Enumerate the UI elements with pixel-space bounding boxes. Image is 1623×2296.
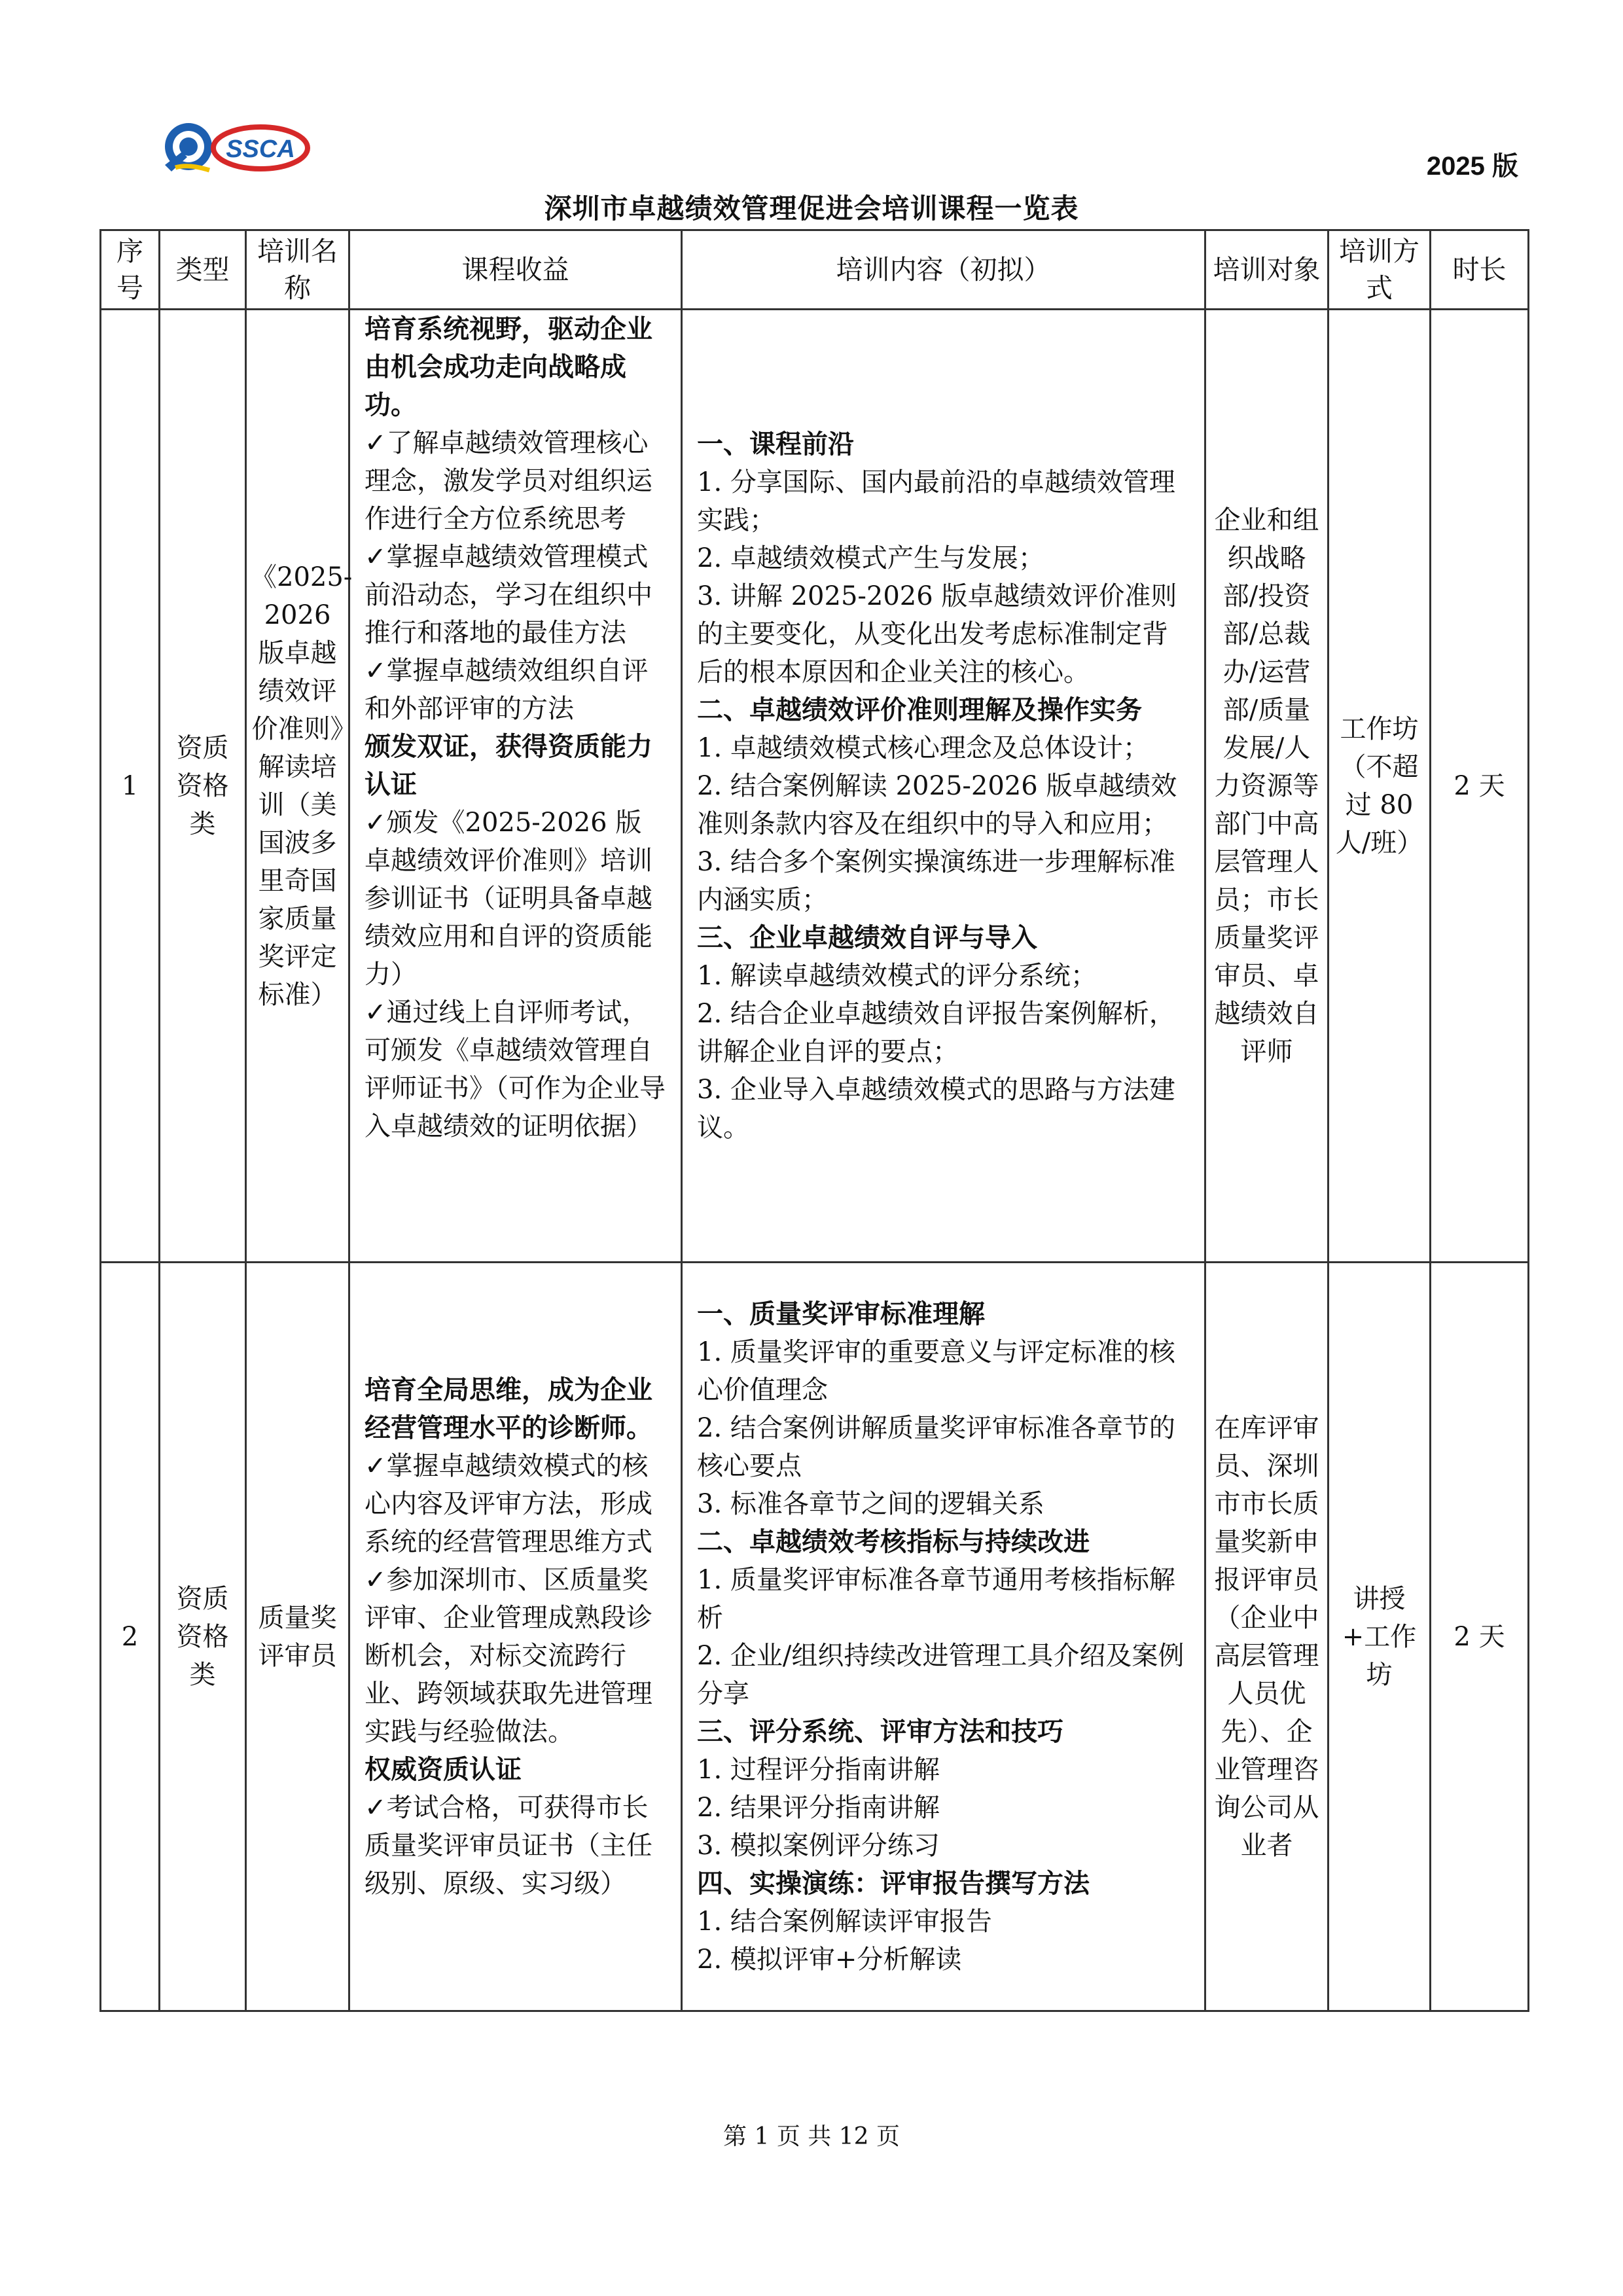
- row-duration: 2 天: [1431, 310, 1529, 1263]
- table-row: [101, 1263, 1529, 2011]
- content-item: 1. 过程评分指南讲解: [697, 1754, 940, 1785]
- row-target: 企业和组织战略部/投资部/总裁办/运营部/质量发展/人力资源等部门中高层管理人员；市长质量奖评审员、卓越绩效自评师: [1205, 310, 1329, 1263]
- benefit-item: ✓ 颁发《2025-2026 版卓越绩效评价准则》培训参训证书（证明具备卓越绩效应用和自评的资质能力）: [365, 804, 666, 994]
- benefit-item: ✓ 掌握卓越绩效管理模式前沿动态，学习在组织中推行和落地的最佳方法: [365, 538, 666, 652]
- ssca-logo: [156, 118, 313, 178]
- benefit-item: 权威资质认证: [365, 1754, 522, 1785]
- row-no: 1: [101, 310, 160, 1263]
- row-benefits: [349, 310, 682, 1263]
- content-item: 3. 模拟案例评分练习: [697, 1830, 940, 1861]
- content-item: 3. 结合多个案例实操演练进一步理解标准内涵实质；: [697, 846, 1175, 915]
- header-method: 培训方式: [1329, 230, 1431, 310]
- content-item: 2. 模拟评审+分析解读: [697, 1944, 962, 1975]
- row-target: 在库评审员、深圳市市长质量奖新申报评审员（企业中高层管理人员优先）、企业管理咨询公司从业者: [1205, 1263, 1329, 2011]
- content-item: 2. 企业/组织持续改进管理工具介绍及案例分享: [697, 1640, 1185, 1709]
- row-benefits: [349, 1263, 682, 2011]
- header-target: 培训对象: [1205, 230, 1329, 310]
- benefit-item: 培育全局思维，成为企业经营管理水平的诊断师。: [365, 1374, 652, 1443]
- content-item: 1. 解读卓越绩效模式的评分系统；: [697, 960, 1097, 991]
- header-duration: 时长: [1431, 230, 1529, 310]
- row-course-name: 质量奖评审员: [246, 1263, 349, 2011]
- content-item: 1. 质量奖评审标准各章节通用考核指标解析: [697, 1564, 1175, 1633]
- benefit-item: ✓ 掌握卓越绩效模式的核心内容及评审方法，形成系统的经营管理思维方式: [365, 1447, 666, 1561]
- content-item: 3. 讲解 2025-2026 版卓越绩效评价准则的主要变化，从变化出发考虑标准制定背后的根本原因和企业关注的核心。: [697, 581, 1177, 687]
- benefit-item: ✓ 掌握卓越绩效组织自评和外部评审的方法: [365, 652, 666, 728]
- header-type: 类型: [160, 230, 246, 310]
- content-item: 一、质量奖评审标准理解: [697, 1299, 985, 1329]
- content-item: 二、卓越绩效评价准则理解及操作实务: [697, 694, 1142, 725]
- benefit-item: 培育系统视野，驱动企业由机会成功走向战略成功。: [365, 314, 652, 420]
- benefit-item: ✓ 考试合格，可获得市长质量奖评审员证书（主任级别、原级、实习级）: [365, 1789, 666, 1903]
- content-item: 2. 结合案例解读 2025-2026 版卓越绩效准则条款内容及在组织中的导入和应用；: [697, 770, 1177, 839]
- content-item: 二、卓越绩效考核指标与持续改进: [697, 1526, 1090, 1557]
- header-content: 培训内容（初拟）: [682, 230, 1205, 310]
- benefit-item: ✓ 了解卓越绩效管理核心理念，激发学员对组织运作进行全方位系统思考: [365, 424, 666, 538]
- row-no: 2: [101, 1263, 160, 2011]
- content-item: 1. 卓越绩效模式核心理念及总体设计；: [697, 732, 1149, 763]
- content-item: 3. 标准各章节之间的逻辑关系: [697, 1488, 1044, 1519]
- row-content: [682, 310, 1205, 1263]
- content-item: 2. 结合企业卓越绩效自评报告案例解析，讲解企业自评的要点；: [697, 998, 1175, 1067]
- edition-label: 2025 版: [1426, 152, 1518, 181]
- table-header-row: [101, 230, 1529, 310]
- page-number: 第 1 页 共 12 页: [723, 2123, 900, 2150]
- row-type: 资质资格类: [160, 310, 246, 1263]
- header-benefits: 课程收益: [349, 230, 682, 310]
- content-item: 四、实操演练：评审报告撰写方法: [697, 1868, 1090, 1899]
- benefit-item: 颁发双证，获得资质能力认证: [365, 732, 652, 800]
- globe-icon: [165, 123, 212, 171]
- content-item: 2. 结果评分指南讲解: [697, 1792, 940, 1823]
- row-duration: 2 天: [1431, 1263, 1529, 2011]
- header-no: 序号: [101, 230, 160, 310]
- header-name: 培训名称: [246, 230, 349, 310]
- content-item: 1. 分享国际、国内最前沿的卓越绩效管理实践；: [697, 467, 1175, 535]
- document-title: 深圳市卓越绩效管理促进会培训课程一览表: [544, 192, 1079, 224]
- logo-text: SSCA: [226, 135, 295, 163]
- content-item: 2. 结合案例讲解质量奖评审标准各章节的核心要点: [697, 1412, 1175, 1481]
- content-item: 1. 结合案例解读评审报告: [697, 1906, 992, 1937]
- content-item: 三、企业卓越绩效自评与导入: [697, 922, 1037, 953]
- row-course-name: 《2025-2026 版卓越绩效评价准则》解读培训（美国波多里奇国家质量奖评定标准）: [246, 310, 349, 1263]
- benefit-item: ✓ 参加深圳市、区质量奖评审、企业管理成熟段诊断机会，对标交流跨行业、跨领域获取先进管理实践与经验做法。: [365, 1561, 666, 1751]
- content-item: 三、评分系统、评审方法和技巧: [697, 1716, 1063, 1747]
- content-item: 一、课程前沿: [697, 429, 854, 459]
- content-item: 3. 企业导入卓越绩效模式的思路与方法建议。: [697, 1074, 1175, 1143]
- row-type: 资质资格类: [160, 1263, 246, 2011]
- content-item: 2. 卓越绩效模式产生与发展；: [697, 543, 1044, 573]
- table-row: [101, 310, 1529, 1263]
- content-item: 1. 质量奖评审的重要意义与评定标准的核心价值理念: [697, 1336, 1175, 1405]
- row-method: 讲授+工作坊: [1329, 1263, 1431, 2011]
- row-method: 工作坊（不超过 80 人/班）: [1329, 310, 1431, 1263]
- benefit-item: ✓ 通过线上自评师考试，可颁发《卓越绩效管理自评师证书》（可作为企业导入卓越绩效的证明依据）: [365, 994, 666, 1145]
- course-table: [99, 229, 1529, 2012]
- row-content: [682, 1263, 1205, 2011]
